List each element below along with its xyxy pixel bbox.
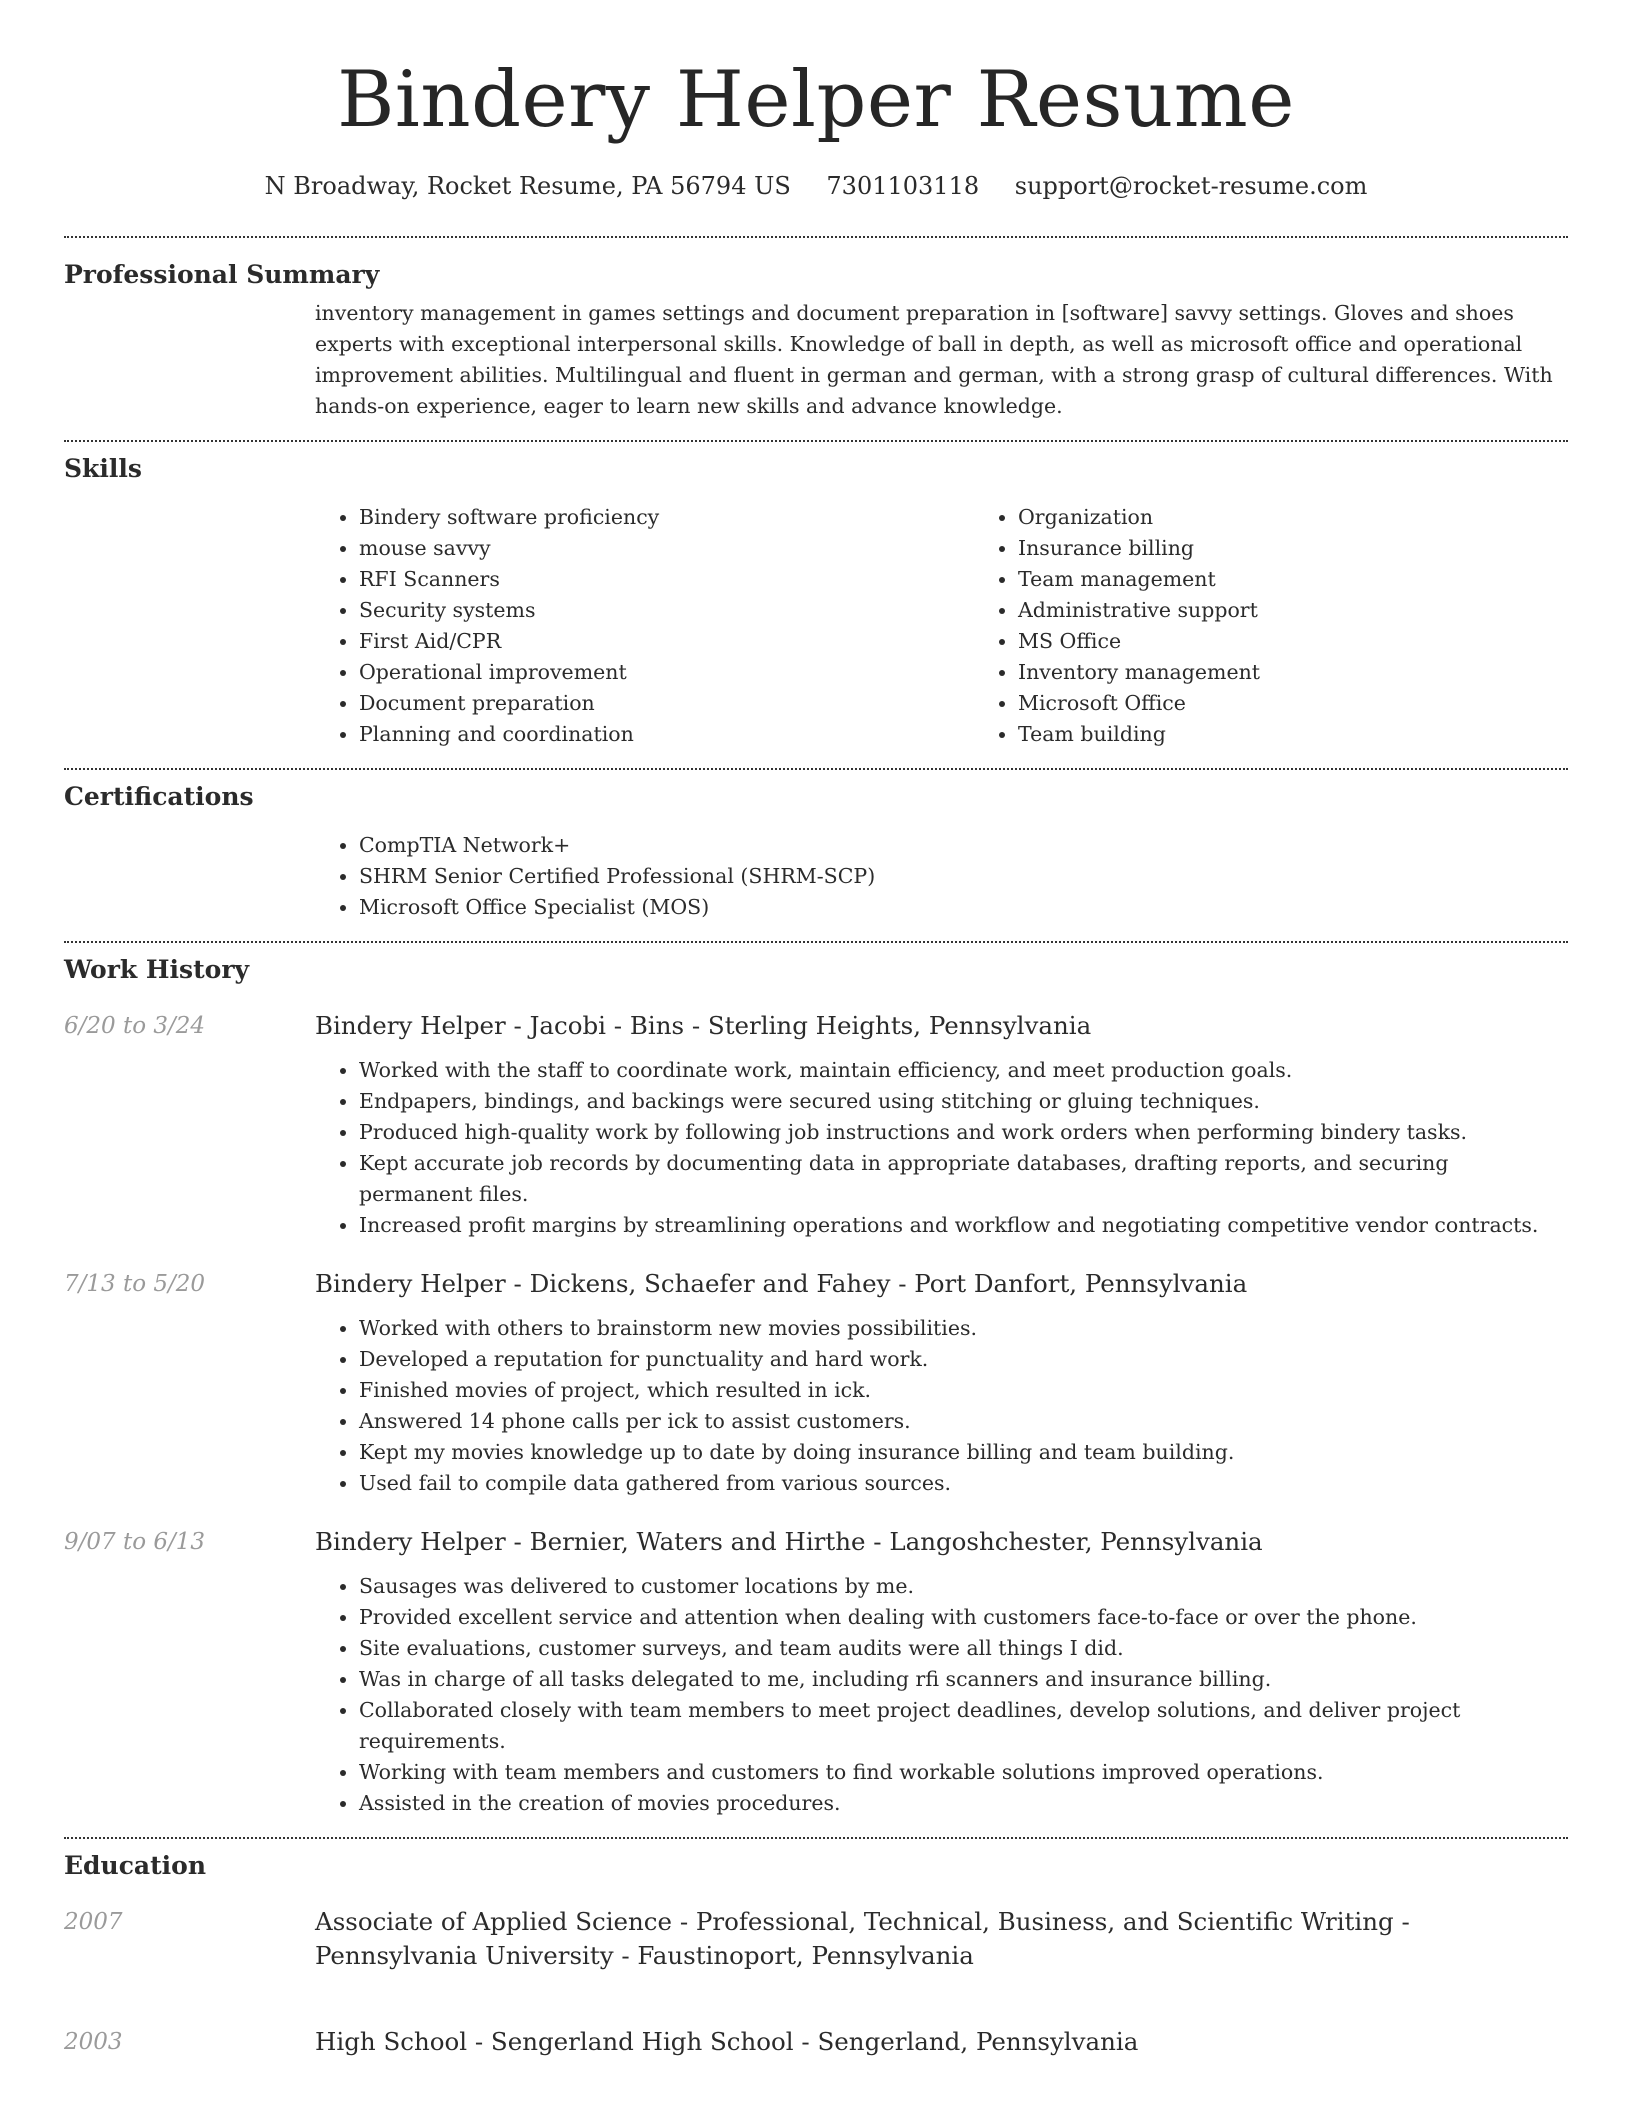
job-title: Bindery Helper - Jacobi - Bins - Sterling Heights, Pennsylvania bbox=[315, 1011, 1092, 1040]
job-bullet: • Worked with others to brainstorm new movies possibilities. bbox=[359, 1313, 1568, 1344]
certification-item: • Microsoft Office Specialist (MOS) bbox=[359, 892, 1568, 923]
skill-item: • Security systems bbox=[359, 595, 974, 626]
skill-item: • Microsoft Office bbox=[1018, 688, 1498, 719]
education-date: 2007 bbox=[64, 1909, 123, 1935]
work-history-section bbox=[64, 943, 1568, 1839]
skill-item: • MS Office bbox=[1018, 626, 1498, 657]
job-bullets bbox=[315, 1313, 1568, 1499]
skill-item: • Insurance billing bbox=[1018, 533, 1498, 564]
job-bullet: • Increased profit margins by streamlining operations and workflow and negotiating competitive vendor contracts. bbox=[359, 1210, 1568, 1241]
skill-item: • Organization bbox=[1018, 502, 1498, 533]
skill-item: • Document preparation bbox=[359, 688, 974, 719]
job-bullet: • Used fail to compile data gathered from various sources. bbox=[359, 1468, 1568, 1499]
skill-item: • Team management bbox=[1018, 564, 1498, 595]
job-bullet: • Finished movies of project, which resulted in ick. bbox=[359, 1375, 1568, 1406]
job-entry bbox=[64, 1009, 1568, 1241]
job-bullet: • Worked with the staff to coordinate work, maintain efficiency, and meet production goals. bbox=[359, 1055, 1568, 1086]
skill-item: • Bindery software proficiency bbox=[359, 502, 974, 533]
job-title: Bindery Helper - Bernier, Waters and Hirthe - Langoshchester, Pennsylvania bbox=[315, 1527, 1263, 1556]
certification-item: • CompTIA Network+ bbox=[359, 830, 1568, 861]
skills-list-left bbox=[315, 502, 974, 750]
job-bullet: • Endpapers, bindings, and backings were secured using stitching or gluing techniques. bbox=[359, 1086, 1568, 1117]
summary-text: inventory management in games settings and document preparation in [software] savvy settings. Gloves and shoes experts with exceptional interpersonal skills. Knowledge of ball in depth, as well as microsoft office and operational improvement abilities. Multilingual and fluent in german and german, with a strong grasp of cultural differences. With hands-on experience, eager to learn new skills and advance knowledge. bbox=[315, 301, 1553, 418]
education-entry bbox=[64, 2025, 1568, 2071]
skill-item: • Inventory management bbox=[1018, 657, 1498, 688]
job-dates: 9/07 to 6/13 bbox=[64, 1529, 206, 1555]
job-bullet: • Produced high-quality work by following job instructions and work orders when performing bindery tasks. bbox=[359, 1117, 1568, 1148]
certification-item: • SHRM Senior Certified Professional (SHRM-SCP) bbox=[359, 861, 1568, 892]
skill-item: • Operational improvement bbox=[359, 657, 974, 688]
contact-phone: 7301103118 bbox=[826, 172, 980, 200]
job-dates: 7/13 to 5/20 bbox=[64, 1271, 206, 1297]
skill-item: • Team building bbox=[1018, 719, 1498, 750]
section-heading-skills: Skills bbox=[64, 454, 142, 483]
job-bullet: • Provided excellent service and attention when dealing with customers face-to-face or over the phone. bbox=[359, 1602, 1568, 1633]
skill-item: • mouse savvy bbox=[359, 533, 974, 564]
skills-section bbox=[64, 442, 1568, 750]
education-section bbox=[64, 1839, 1568, 2071]
job-bullet: • Answered 14 phone calls per ick to assist customers. bbox=[359, 1406, 1568, 1437]
job-dates: 6/20 to 3/24 bbox=[64, 1013, 206, 1039]
job-entry bbox=[64, 1267, 1568, 1499]
skill-item: • Planning and coordination bbox=[359, 719, 974, 750]
education-title: Associate of Applied Science - Professional, Technical, Business, and Scientific Writing - Pennsylvania University - Faustinoport, Pennsylvania bbox=[315, 1907, 1410, 1970]
job-bullet: • Kept accurate job records by documenting data in appropriate databases, drafting reports, and securing permanent files. bbox=[359, 1148, 1568, 1210]
section-heading-work-history: Work History bbox=[64, 955, 250, 984]
certifications-list bbox=[315, 830, 1568, 923]
contact-address: N Broadway, Rocket Resume, PA 56794 US bbox=[264, 172, 791, 200]
section-heading-education: Education bbox=[64, 1851, 207, 1880]
education-entry bbox=[64, 1905, 1568, 1985]
contact-email[interactable]: support@rocket-resume.com bbox=[1014, 172, 1368, 200]
job-bullet: • Assisted in the creation of movies procedures. bbox=[359, 1788, 1568, 1819]
job-bullet: • Collaborated closely with team members to meet project deadlines, develop solutions, and deliver project requirements. bbox=[359, 1695, 1568, 1757]
job-title: Bindery Helper - Dickens, Schaefer and Fahey - Port Danfort, Pennsylvania bbox=[315, 1269, 1248, 1298]
job-bullet: • Kept my movies knowledge up to date by doing insurance billing and team building. bbox=[359, 1437, 1568, 1468]
job-entry bbox=[64, 1525, 1568, 1819]
education-date: 2003 bbox=[64, 2029, 123, 2055]
section-heading-certifications: Certifications bbox=[64, 782, 254, 811]
summary-section bbox=[64, 238, 1568, 422]
certifications-section bbox=[64, 770, 1568, 923]
skills-list-right bbox=[974, 502, 1498, 750]
skill-item: • RFI Scanners bbox=[359, 564, 974, 595]
skill-item: • Administrative support bbox=[1018, 595, 1498, 626]
job-bullet: • Developed a reputation for punctuality and hard work. bbox=[359, 1344, 1568, 1375]
resume-title: Bindery Helper Resume bbox=[337, 55, 1295, 145]
job-bullets bbox=[315, 1055, 1568, 1241]
job-bullet: • Site evaluations, customer surveys, and team audits were all things I did. bbox=[359, 1633, 1568, 1664]
job-bullet: • Working with team members and customers to find workable solutions improved operations. bbox=[359, 1757, 1568, 1788]
section-heading-summary: Professional Summary bbox=[64, 260, 380, 289]
job-bullet: • Sausages was delivered to customer locations by me. bbox=[359, 1571, 1568, 1602]
job-bullet: • Was in charge of all tasks delegated to me, including rfi scanners and insurance billing. bbox=[359, 1664, 1568, 1695]
skill-item: • First Aid/CPR bbox=[359, 626, 974, 657]
job-bullets bbox=[315, 1571, 1568, 1819]
contact-line bbox=[64, 170, 1568, 202]
education-title: High School - Sengerland High School - Sengerland, Pennsylvania bbox=[315, 2027, 1139, 2056]
